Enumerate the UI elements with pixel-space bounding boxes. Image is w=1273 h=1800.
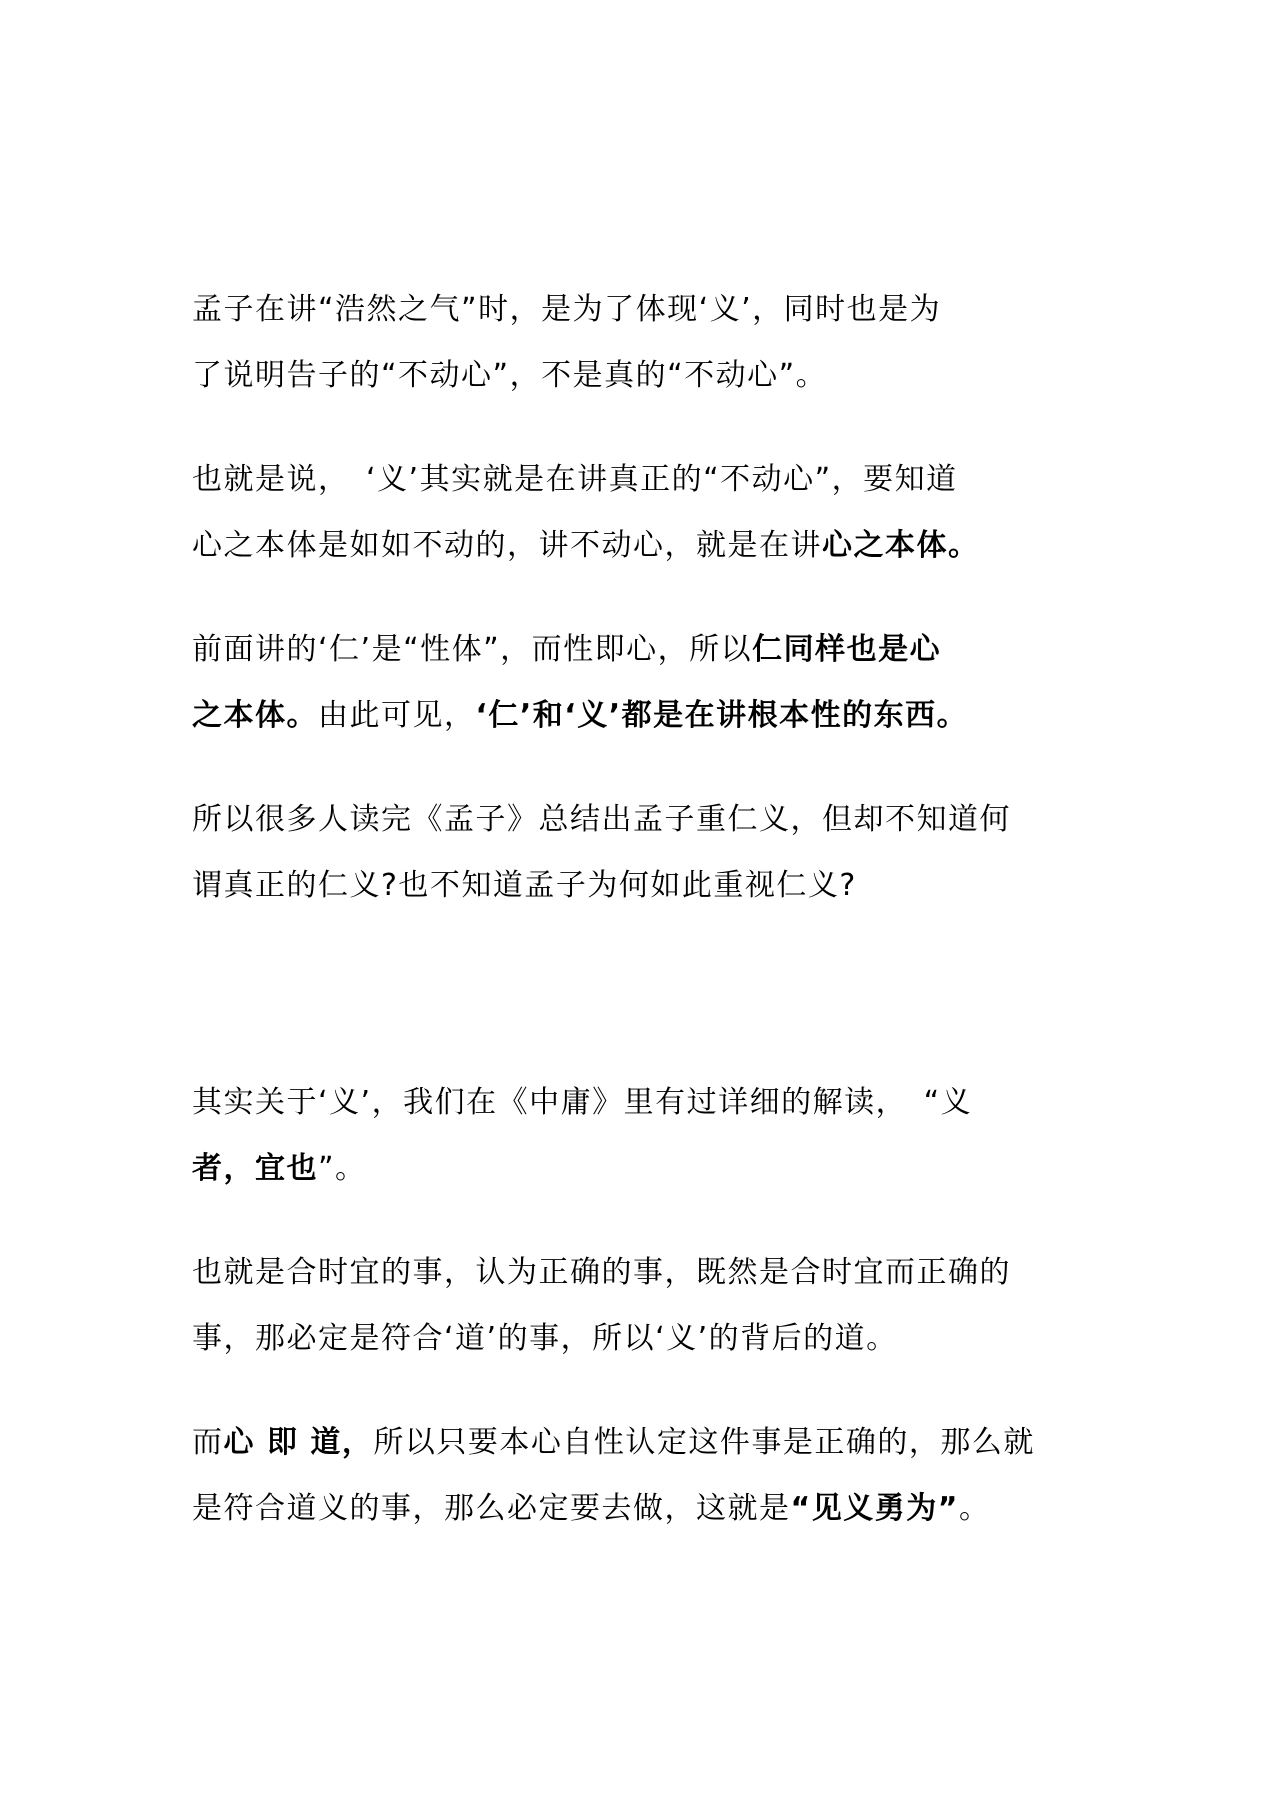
paragraph-3: [192, 617, 1092, 749]
text-run: 谓真正的仁义?也不知道孟子为何如此重视仁义?: [192, 868, 857, 903]
text-run: 而: [192, 1425, 224, 1460]
paragraph-7-line-2: [192, 1476, 1092, 1542]
paragraph-7: [192, 1410, 1092, 1542]
text-run: 心之本体是如如不动的，讲不动心，就是在讲: [192, 528, 822, 563]
text-run: 事，那必定是符合‘道’的事，所以‘义’的背后的道。: [192, 1321, 898, 1356]
paragraph-5: [192, 1070, 1092, 1202]
text-run: 所以只要本心自性认定这件事是正确的，那么就: [373, 1425, 1035, 1460]
paragraph-4-line-2: [192, 853, 1092, 919]
bold-text-run: 者，宜也: [192, 1151, 318, 1186]
paragraph-2: [192, 447, 1092, 579]
paragraph-2-line-1: [192, 447, 1092, 513]
bold-text-run: ‘仁’和‘义’都是在讲根本性的东西。: [475, 698, 969, 733]
paragraph-1-line-1: [192, 277, 1092, 343]
paragraph-4: [192, 787, 1092, 919]
text-run: 由此可见，: [318, 698, 476, 733]
paragraph-1: [192, 277, 1092, 409]
text-run: 所以很多人读完《孟子》总结出孟子重仁义，但却不知道何: [192, 802, 1011, 837]
paragraph-2-line-2: [192, 513, 1092, 579]
paragraph-6-line-1: [192, 1240, 1092, 1306]
paragraph-5-line-1: [192, 1070, 1092, 1136]
text-run: 了说明告子的“不动心”，不是真的“不动心”。: [192, 358, 828, 393]
text-run: ”。: [318, 1151, 367, 1186]
paragraph-6: [192, 1240, 1092, 1372]
paragraph-3-line-1: [192, 617, 1092, 683]
text-run: 也就是说， ‘义’其实就是在讲真正的“不动心”，要知道: [192, 462, 958, 497]
bold-text-run: “见义勇为”: [790, 1491, 959, 1526]
paragraph-4-line-1: [192, 787, 1092, 853]
bold-text-run: 心 即 道，: [223, 1425, 374, 1460]
bold-text-run: 仁同样也是心: [752, 632, 942, 667]
bold-text-run: 心之本体。: [822, 528, 980, 563]
text-run: 。: [958, 1491, 991, 1526]
text-run: 其实关于‘义’，我们在《中庸》里有过详细的解读， “义: [192, 1085, 973, 1120]
text-run: 孟子在讲“浩然之气”时，是为了体现‘义’，同时也是为: [192, 292, 942, 327]
paragraph-5-line-2: [192, 1136, 1092, 1202]
paragraph-7-line-1: [192, 1410, 1092, 1476]
paragraph-1-line-2: [192, 343, 1092, 409]
text-run: 是符合道义的事，那么必定要去做，这就是: [192, 1491, 791, 1526]
text-run: 前面讲的‘仁’是“性体”，而性即心，所以: [192, 632, 753, 667]
paragraph-6-line-2: [192, 1306, 1092, 1372]
text-run: 也就是合时宜的事，认为正确的事，既然是合时宜而正确的: [192, 1255, 1011, 1290]
paragraph-3-line-2: [192, 683, 1092, 749]
bold-text-run: 之本体。: [192, 698, 318, 733]
